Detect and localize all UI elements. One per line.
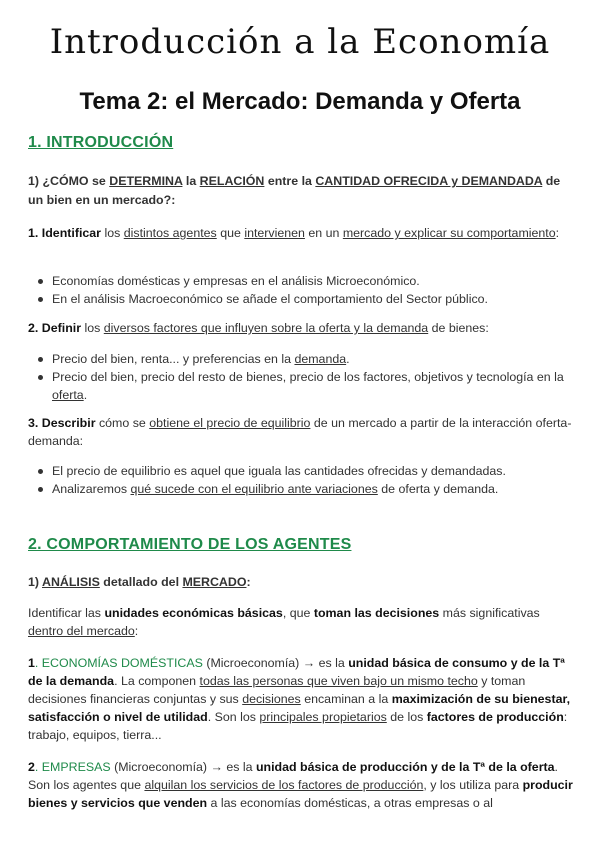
guiding-question-1: 1) ¿CÓMO se DETERMINA la RELACIÓN entre la CANTIDAD OFRECIDA y DEMANDADA de un bien en un mercado?: xyxy=(28,174,561,207)
list-item: Economías domésticas y empresas en el análisis Microeconómico. xyxy=(28,272,574,290)
section2-intro: Identificar las unidades económicas básicas, que toman las decisiones más significativas dentro del mercado: xyxy=(28,606,540,638)
list-item: Analizaremos qué sucede con el equilibrio ante variaciones de oferta y demanda. xyxy=(28,480,574,498)
list-item: Precio del bien, precio del resto de bienes, precio de los factores, objetivos y tecnología en la oferta. xyxy=(28,368,574,404)
objective-2-list xyxy=(28,350,574,404)
agent-name: ECONOMÍAS DOMÉSTICAS xyxy=(41,656,203,670)
list-item: En el análisis Macroeconómico se añade el comportamiento del Sector público. xyxy=(28,290,574,308)
agent-name: EMPRESAS xyxy=(41,760,111,774)
objective-1-list xyxy=(28,272,574,308)
document-subtitle: Tema 2: el Mercado: Demanda y Oferta xyxy=(79,88,521,115)
section-heading-comportamiento: 2. COMPORTAMIENTO DE LOS AGENTES xyxy=(28,536,352,553)
objective-1: 1. Identificar los distintos agentes que intervienen en un mercado y explicar su comportamiento: xyxy=(28,226,560,240)
document-title: Introducción a la Economía xyxy=(49,22,551,62)
section-heading-introduccion: 1. INTRODUCCIÓN xyxy=(28,134,174,151)
objective-3: 3. Describir cómo se obtiene el precio de equilibrio de un mercado a partir de la interacción oferta-demanda: xyxy=(28,416,572,448)
list-item: El precio de equilibrio es aquel que iguala las cantidades ofrecidas y demandadas. xyxy=(28,462,574,480)
objective-3-list xyxy=(28,462,574,498)
agent-economias-domesticas: 1. ECONOMÍAS DOMÉSTICAS (Microeconomía) → es la unidad básica de consumo y de la Tª de la demanda. La componen todas las personas que viven bajo un mismo techo y toman decisiones financieras conjuntas y sus decisiones encaminan a la maximización de su bienestar, satisfacción o nivel de utilidad. Son los principales propietarios de los factores de producción: trabajo, equipos, tierra... xyxy=(28,656,571,742)
list-item: Precio del bien, renta... y preferencias en la demanda. xyxy=(28,350,574,368)
agent-empresas: 2. EMPRESAS (Microeconomía) → es la unidad básica de producción y de la Tª de la oferta. Son los agentes que alquilan los servicios de los factores de producción, y los utiliza para producir bienes y servicios que venden a las economías domésticas, a otras empresas o al xyxy=(28,760,573,810)
guiding-question-2: 1) ANÁLISIS detallado del MERCADO: xyxy=(28,575,251,589)
objective-2: 2. Definir los diversos factores que influyen sobre la oferta y la demanda de bienes: xyxy=(28,321,489,335)
